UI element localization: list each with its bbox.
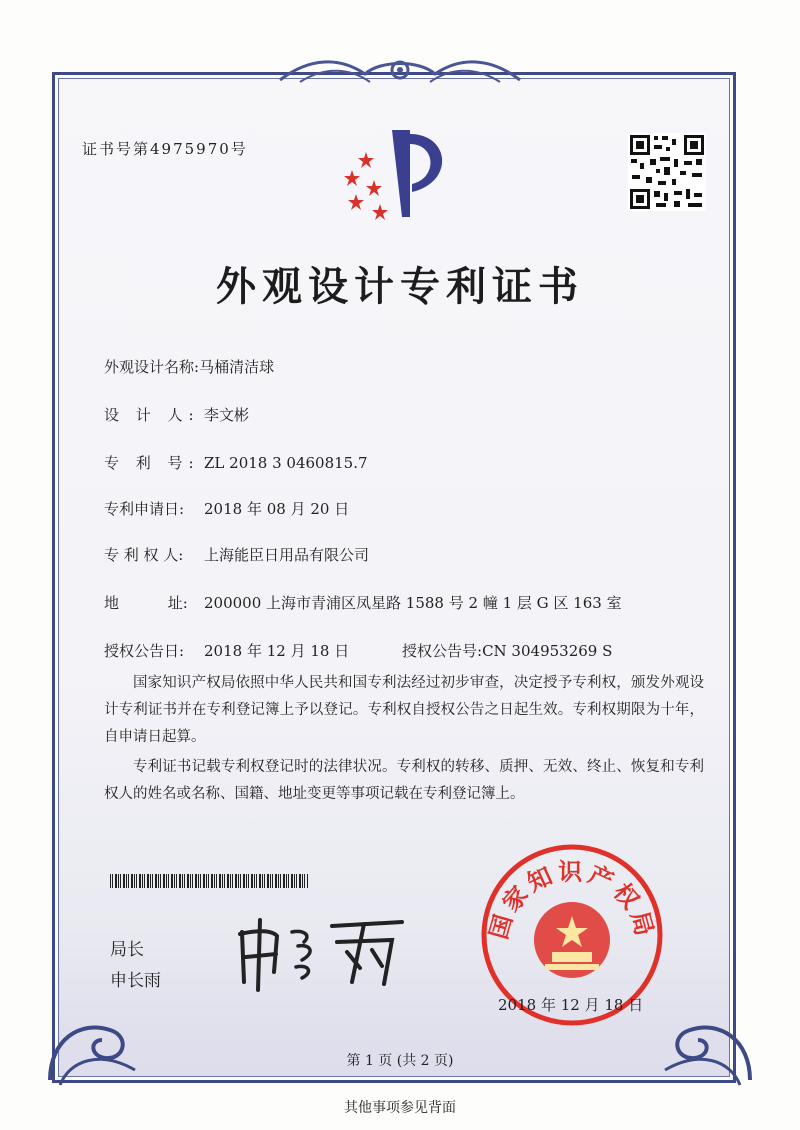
handwritten-signature [232,912,412,992]
design-name-value: 马桶清洁球 [199,358,275,376]
national-emblem-icon [534,902,610,978]
designer-row [104,404,249,425]
filing-date-label: 专利申请日: [104,500,185,518]
design-name-label: 外观设计名称: [104,358,200,376]
address-label: 地 址: [104,594,188,612]
grant-no-row [402,640,612,661]
design-name-row [104,356,274,377]
patentee-row [104,544,369,565]
grant-date-label: 授权公告日: [104,642,185,660]
address-row [104,592,622,613]
top-ornament-icon [270,52,530,90]
page-indicator: 第 1 页 (共 2 页) [346,1053,454,1069]
sipo-logo-icon [330,122,460,222]
patent-no-label: 专 利 号: [104,454,200,472]
patent-no-row [104,452,368,473]
signatory-name: 申长雨 [110,971,161,991]
filing-date-value: 2018 年 08 月 20 日 [204,500,350,518]
designer-label: 设 计 人: [104,406,200,424]
grant-no-value: CN 304953269 S [482,642,613,660]
seal-date: 2018 年 12 月 18 日 [498,996,644,1014]
qr-code-icon [628,133,706,211]
patentee-label: 专 利 权 人: [104,546,184,564]
patentee-value: 上海能臣日用品有限公司 [204,546,370,564]
certificate-number: 证书号第4975970号 [82,140,248,158]
footer-note: 其他事项参见背面 [344,1100,456,1116]
address-value: 200000 上海市青浦区凤星路 1588 号 2 幢 1 层 G 区 163 室 [204,594,622,612]
certificate-title: 外观设计专利证书 [216,264,584,310]
statement-paragraph: 专利证书记载专利权登记时的法律状况。专利权的转移、质押、无效、终止、恢复和专利权人的姓名或名称、国籍、地址变更等事项记载在专利登记簿上。 [104,759,704,802]
grant-no-label: 授权公告号: [402,642,483,660]
filing-date-row [104,498,349,519]
barcode-icon [110,874,308,888]
patent-no-value: ZL 2018 3 0460815.7 [204,454,368,472]
signatory-title: 局长 [110,940,144,960]
corner-ornament-icon [40,990,150,1090]
statement-paragraph: 国家知识产权局依照中华人民共和国专利法经过初步审查，决定授予专利权，颁发外观设计专利证书并在专利登记簿上予以登记。专利权自授权公告之日起生效。专利权期限为十年，自申请日起算。 [104,675,704,745]
grant-date-value: 2018 年 12 月 18 日 [204,642,350,660]
seal-text: 国家知识产权局 [484,857,660,943]
designer-value: 李文彬 [204,406,250,424]
grant-date-row [104,640,349,661]
